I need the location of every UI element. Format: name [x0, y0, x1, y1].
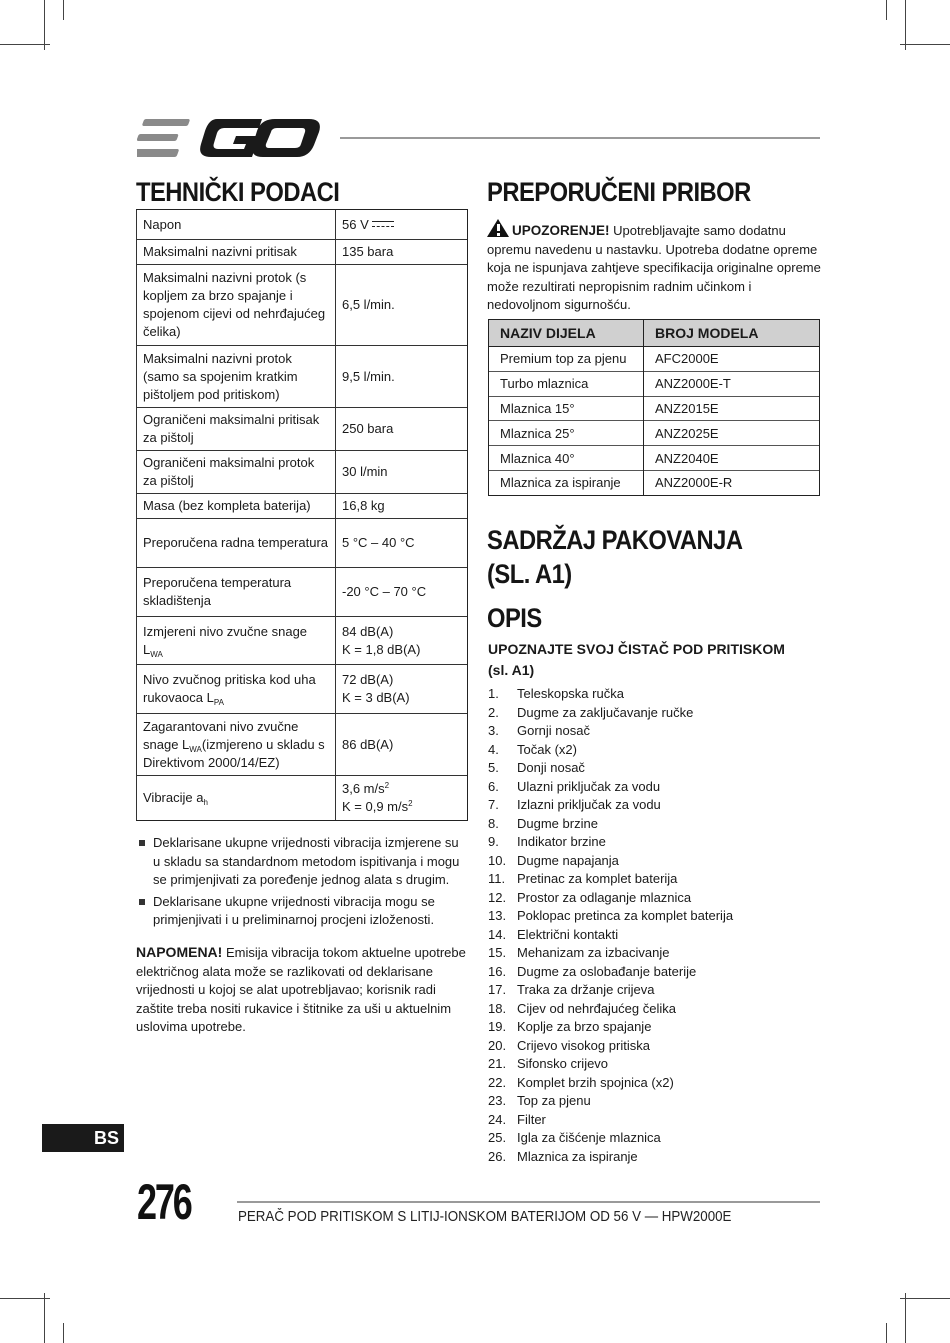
- list-item: 13. Poklopac pretinca za komplet baterija: [488, 908, 734, 923]
- model-number: ANZ2015E: [644, 396, 820, 421]
- warning-label: UPOZORENJE!: [512, 223, 610, 238]
- accessories-title: PREPORUČENI PRIBOR: [487, 177, 751, 207]
- table-row: [137, 714, 468, 776]
- spec-label: Maksimalni nazivni pritisak: [137, 240, 336, 265]
- part-name: Mlaznica 15°: [489, 396, 644, 421]
- list-item: 24. Filter: [488, 1111, 546, 1127]
- spec-value: 84 dB(A) K = 1,8 dB(A): [336, 617, 468, 665]
- list-item: 8. Dugme brzine: [488, 815, 598, 831]
- section-subheading: UPOZNAJTE SVOJ ČISTAČ POD PRITISKOM (sl. A1): [488, 641, 785, 678]
- spec-label: Vibracije $a_h$: [137, 776, 336, 821]
- table-row: [137, 568, 468, 617]
- spec-value: 16,8 kg: [336, 494, 468, 519]
- spec-label: Maksimalni nazivni protok (samo sa spojenim kratkim pištoljem pod pritiskom): [137, 346, 336, 408]
- model-number: ANZ2000E-T: [644, 371, 820, 396]
- vibration-notes: [136, 834, 468, 933]
- table-row: [137, 451, 468, 494]
- spec-label: Nivo zvučnog pritiska kod uha rukovaoca $L_{PA}$: [137, 665, 336, 714]
- spec-label: Napon: [137, 210, 336, 240]
- crop-mark: [900, 1298, 950, 1299]
- crop-mark: [905, 1293, 906, 1343]
- list-item: 18. Cijev od nehrđajućeg čelika: [488, 1000, 676, 1016]
- table-row: [137, 665, 468, 714]
- dc-symbol-icon: [372, 220, 394, 230]
- table-row: [137, 494, 468, 519]
- spec-label: Maksimalni nazivni protok (s kopljem za brzo spajanje i spojenom cijevi od nehrđajućeg čelika): [137, 265, 336, 346]
- spec-value: 5 °C – 40 °C: [336, 519, 468, 568]
- warning-icon: [487, 219, 509, 237]
- table-row: [489, 396, 820, 421]
- spec-value: 56 V: [336, 210, 468, 240]
- list-item: 1. Teleskopska ručka: [488, 686, 624, 701]
- spec-label: Masa (bez kompleta baterija): [137, 494, 336, 519]
- list-item: 4. Točak (x2): [488, 741, 577, 757]
- list-item: 6. Ulazni priključak za vodu: [488, 778, 661, 794]
- list-item: 26. Mlaznica za ispiranje: [488, 1148, 638, 1164]
- spec-value: 30 l/min: [336, 451, 468, 494]
- list-item: 10. Dugme napajanja: [488, 852, 619, 868]
- crop-mark: [905, 0, 906, 50]
- accessories-table: [488, 319, 820, 496]
- header-rule: [340, 137, 820, 139]
- part-name: Premium top za pjenu: [489, 347, 644, 372]
- model-number: ANZ2040E: [644, 446, 820, 471]
- part-name: Mlaznica 40°: [489, 446, 644, 471]
- table-row: [489, 470, 820, 495]
- spec-label: Ograničeni maksimalni protok za pištolj: [137, 451, 336, 494]
- list-item: 23. Top za pjenu: [488, 1093, 591, 1108]
- model-number: ANZ2025E: [644, 421, 820, 446]
- model-number: AFC2000E: [644, 347, 820, 372]
- spec-label: Preporučena temperatura skladištenja: [137, 568, 336, 617]
- spec-label: Zagarantovani nivo zvučne snage $L_{WA}(izmjereno$ u skladu s Direktivom 2000/14/EZ): [137, 714, 336, 776]
- crop-mark: [63, 0, 64, 20]
- list-item: 7. Izlazni priključak za vodu: [488, 797, 661, 812]
- list-item: 21. Sifonsko crijevo: [488, 1056, 609, 1071]
- note-text: Emisija vibracija tokom aktuelne upotrebe električnog alata može se razlikovati od deklarisane vrijednosti u kojoj se alat upotrebljavao; korisnik radi zaštite treba nositi rukavice i štitnike za uši u aktuelnim uslovima upotrebe.: [136, 945, 466, 1034]
- crop-mark: [0, 1298, 50, 1299]
- footer-rule: [237, 1201, 820, 1203]
- list-item: 9. Indikator brzine: [488, 834, 606, 849]
- column-header: BROJ MODELA: [644, 320, 820, 347]
- spec-value: 6,5 l/min.: [336, 265, 468, 346]
- spec-label: Preporučena radna temperatura: [137, 519, 336, 568]
- list-item: Deklarisane ukupne vrijednosti vibracija izmjerene su u skladu sa standardnom metodom ispitivanja i mogu se primjenjivati za poređenje jednog alata s drugim.: [136, 834, 468, 890]
- crop-mark: [886, 1323, 887, 1343]
- contents-title: SADRŽAJ PAKOVANJA: [487, 525, 743, 555]
- spec-label: Izmjereni nivo zvučne snage $L_{WA}$: [137, 617, 336, 665]
- bullet-icon: [139, 899, 145, 905]
- specs-table: [136, 209, 468, 821]
- list-item: 14. Električni kontakti: [488, 926, 619, 942]
- note-paragraph: [136, 943, 468, 1037]
- column-header: NAZIV DIJELA: [489, 320, 644, 347]
- warning-paragraph: [487, 219, 822, 315]
- footer-text: PERAČ POD PRITISKOM S LITIJ-IONSKOM BATERIJOM OD 56 V — HPW2000E: [238, 1209, 732, 1225]
- note-label: NAPOMENA!: [136, 944, 223, 960]
- list-item: 11. Pretinac za komplet baterija: [488, 871, 678, 886]
- table-row: [489, 347, 820, 372]
- list-item: 25. Igla za čišćenje mlaznica: [488, 1130, 661, 1145]
- crop-mark: [886, 0, 887, 20]
- bullet-icon: [139, 840, 145, 846]
- list-item: 5. Donji nosač: [488, 760, 585, 775]
- list-item: 2. Dugme za zaključavanje ručke: [488, 704, 694, 720]
- list-item: 16. Dugme za oslobađanje baterije: [488, 963, 697, 979]
- parts-list: [488, 685, 818, 1166]
- table-row: [137, 240, 468, 265]
- list-item: 22. Komplet brzih spojnica (x2): [488, 1074, 674, 1090]
- part-name: Mlaznica za ispiranje: [489, 470, 644, 495]
- spec-value: 3,6 $m/s^2$ K = 0,9 $m/s^2$: [336, 776, 468, 821]
- crop-mark: [44, 1293, 45, 1343]
- crop-mark: [63, 1323, 64, 1343]
- spec-value: 86 dB(A): [336, 714, 468, 776]
- spec-value: 135 bara: [336, 240, 468, 265]
- list-item: Deklarisane ukupne vrijednosti vibracija mogu se primjenjivati i u preliminarnoj procjeni izloženosti.: [136, 893, 468, 930]
- table-row: [137, 776, 468, 821]
- model-number: ANZ2000E-R: [644, 470, 820, 495]
- description-title: OPIS: [487, 603, 542, 633]
- list-item: 3. Gornji nosač: [488, 723, 590, 738]
- contents-title-fig: (SL. A1): [487, 559, 572, 589]
- table-row: [137, 346, 468, 408]
- table-header-row: [489, 320, 820, 347]
- list-item: 17. Traka za držanje crijeva: [488, 982, 655, 997]
- table-row: [137, 519, 468, 568]
- table-row: [137, 210, 468, 240]
- table-row: [489, 371, 820, 396]
- specs-title: TEHNIČKI PODACI: [136, 177, 340, 207]
- spec-value: 72 dB(A) K = 3 dB(A): [336, 665, 468, 714]
- crop-mark: [900, 44, 950, 45]
- table-row: [489, 446, 820, 471]
- table-row: [489, 421, 820, 446]
- spec-label: Ograničeni maksimalni pritisak za pištolj: [137, 408, 336, 451]
- part-name: Mlaznica 25°: [489, 421, 644, 446]
- table-row: [137, 408, 468, 451]
- table-row: [137, 265, 468, 346]
- part-name: Turbo mlaznica: [489, 371, 644, 396]
- language-tab: BS: [42, 1124, 124, 1152]
- list-item: 19. Koplje za brzo spajanje: [488, 1019, 652, 1034]
- warning-text: Upotrebljavajte samo dodatnu opremu navedenu u nastavku. Upotreba dodatne opreme koja ne ispunjava zahtjeve specifikacija originalne opreme može rezultirati nepropisnim radnim učinkom i nedovoljnom sigurnošću.: [487, 223, 821, 312]
- crop-mark: [0, 44, 50, 45]
- page-number: 276: [137, 1174, 191, 1230]
- table-row: [137, 617, 468, 665]
- spec-value: 250 bara: [336, 408, 468, 451]
- ego-logo: [137, 117, 322, 159]
- crop-mark: [44, 0, 45, 50]
- spec-value: 9,5 l/min.: [336, 346, 468, 408]
- list-item: 20. Crijevo visokog pritiska: [488, 1037, 650, 1053]
- list-item: 15. Mehanizam za izbacivanje: [488, 945, 670, 960]
- list-item: 12. Prostor za odlaganje mlaznica: [488, 889, 692, 905]
- spec-value: -20 °C – 70 °C: [336, 568, 468, 617]
